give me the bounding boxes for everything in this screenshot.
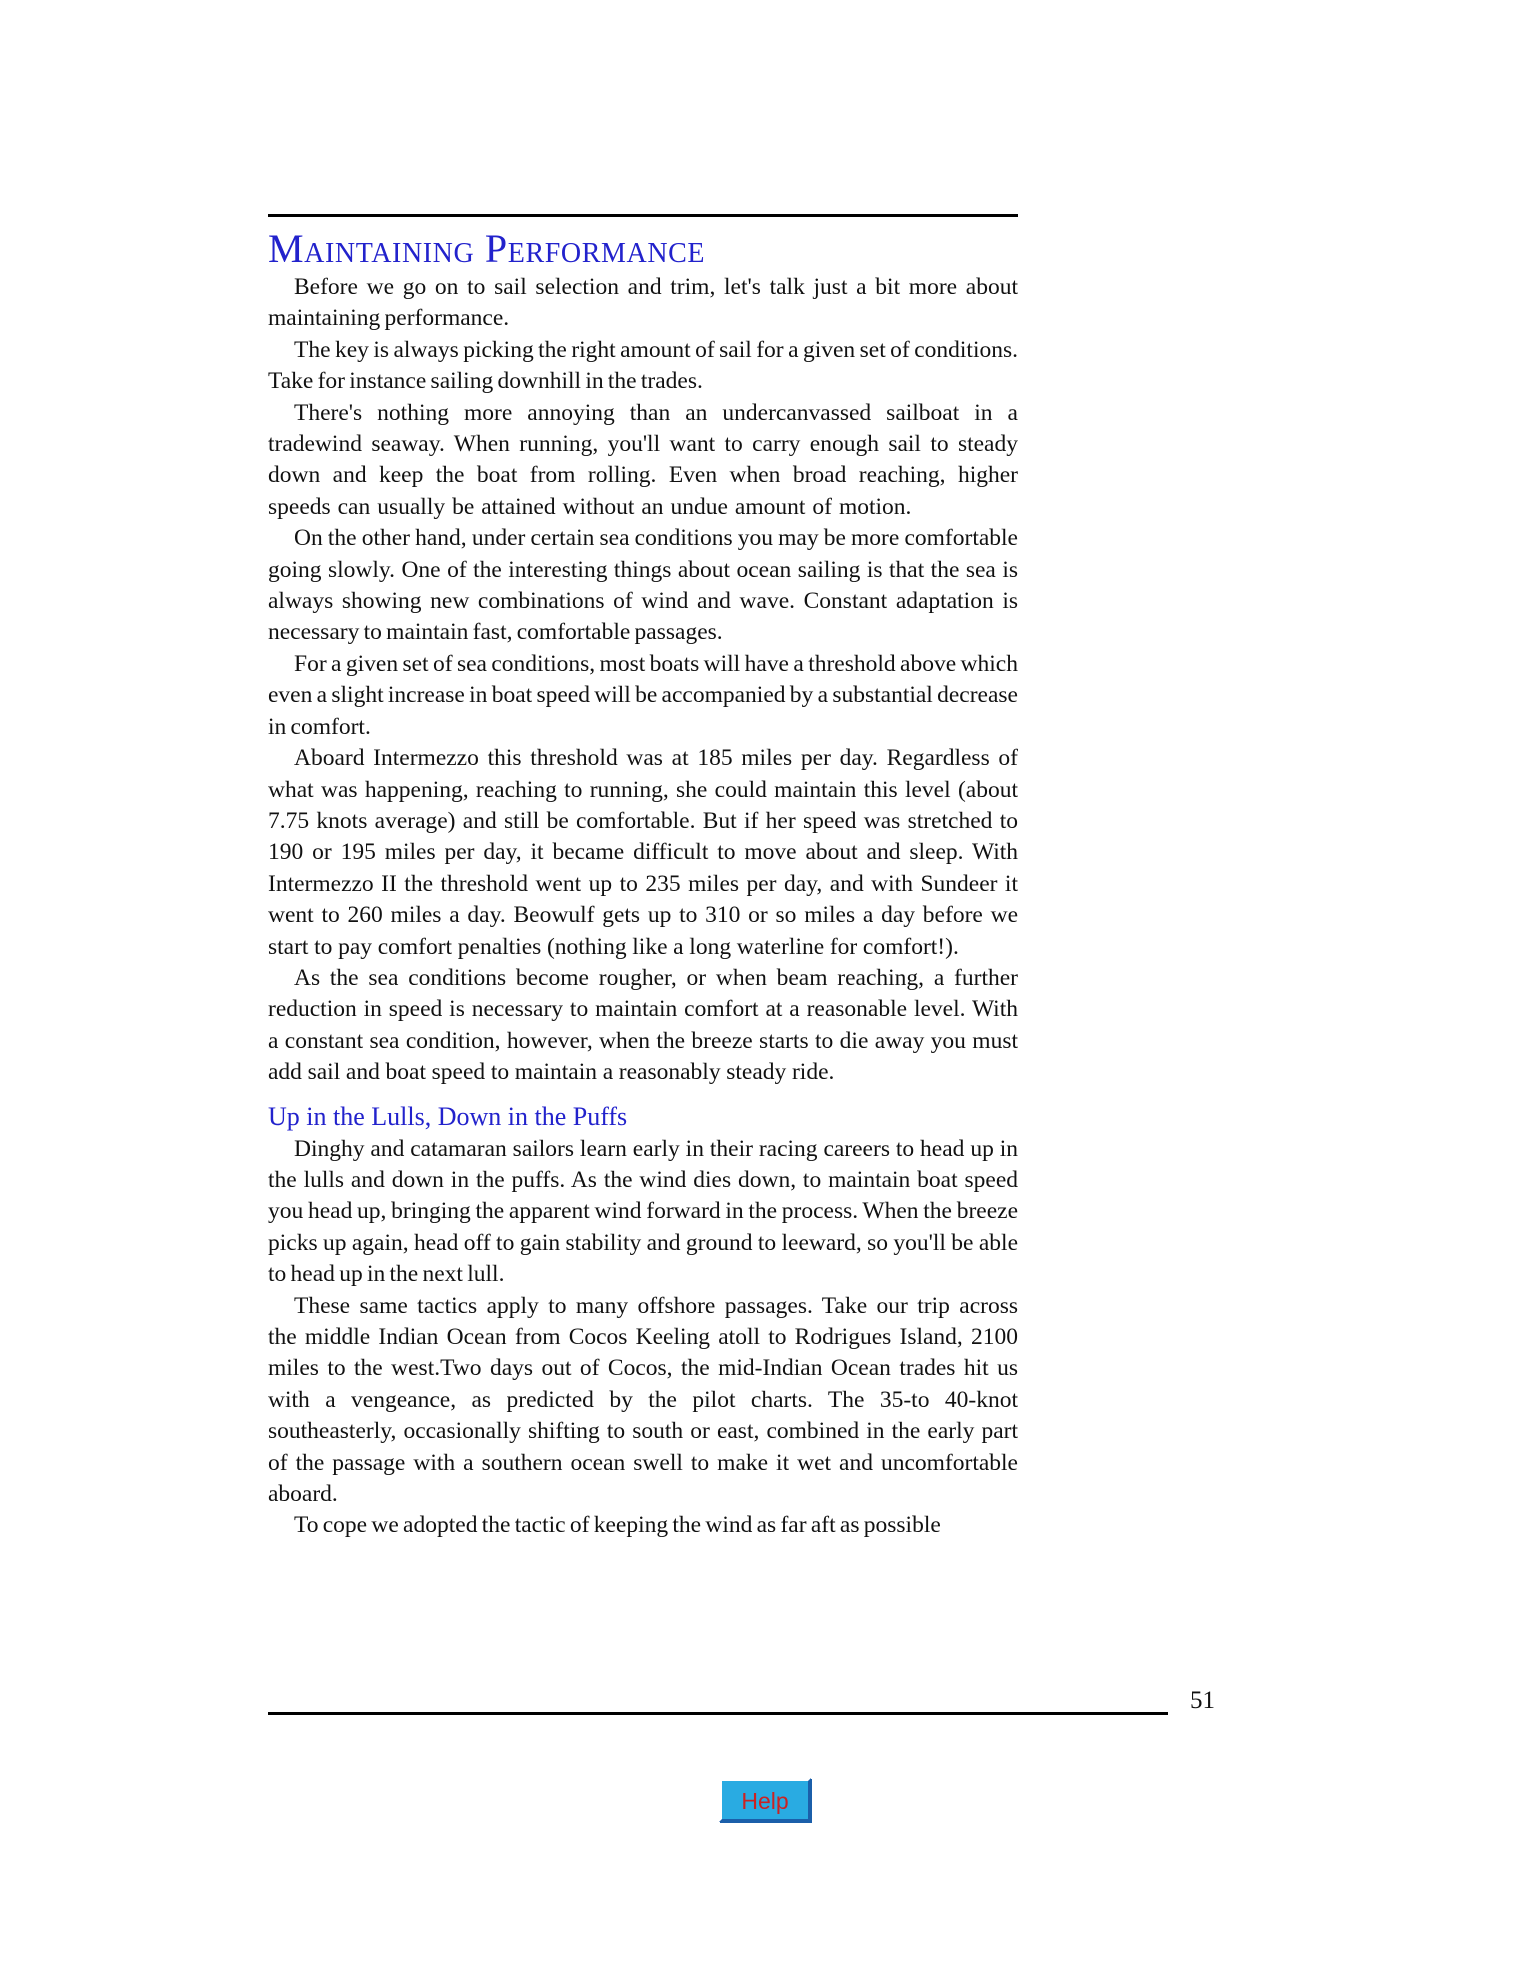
section-subheading: Up in the Lulls, Down in the Puffs — [268, 1101, 628, 1131]
body-paragraph: The key is always picking the right amount of sail for a given set of conditions. Take for instance sailing downhill in the trades. — [268, 336, 1018, 395]
body-paragraph: On the other hand, under certain sea conditions you may be more comfortable going slowly. One of the interesting things about ocean sailing is that the sea is always showing new combinations of wind and wave. Constant adaptation is necessary to maintain fast, comfortable passages. — [268, 525, 1018, 646]
page-number: 51 — [1190, 1687, 1215, 1714]
body-paragraph: For a given set of sea conditions, most boats will have a threshold above which even a slight increase in boat speed will be accompanied by a substantial decrease in comfort. — [268, 650, 1018, 740]
page-title: Maintaining Performance — [268, 226, 706, 271]
help-button[interactable]: Help — [719, 1778, 811, 1822]
body-paragraph: Aboard Intermezzo this threshold was at 185 miles per day. Regardless of what was happening, reaching to running, she could maintain this level (about 7.75 knots average) and still be comfortable. But if her speed was stretched to 190 or 195 miles per day, it became difficult to move about and sleep. With Intermezzo II the threshold went up to 235 miles per day, and with Sundeer it went to 260 miles a day. Beowulf gets up to 310 or so miles a day before we start to pay comfort penalties (nothing like a long waterline for comfort!). — [268, 745, 1018, 960]
help-button-container — [0, 1778, 1530, 1822]
body-paragraph: There's nothing more annoying than an undercanvassed sailboat in a tradewind seaway. When running, you'll want to carry enough sail to steady down and keep the boat from rolling. Even when broad reaching, higher speeds can usually be attained without an undue amount of motion. — [268, 399, 1018, 520]
body-paragraph-last: To cope we adopted the tactic of keeping the wind as far aft as possible — [294, 1512, 941, 1539]
body-paragraph: These same tactics apply to many offshore passages. Take our trip across the middle Indian Ocean from Cocos Keeling atoll to Rodrigues Island, 2100 miles to the west.Two days out of Cocos, the mid-Indian Ocean trades hit us with a vengeance, as predicted by the pilot charts. The 35-to 40-knot southeasterly, occasionally shifting to south or east, combined in the early part of the passage with a southern ocean swell to make it wet and uncomfortable aboard. — [268, 1292, 1018, 1508]
body-paragraph: As the sea conditions become rougher, or when beam reaching, a further reduction in speed is necessary to maintain comfort at a reasonable level. With a constant sea condition, however, when the breeze starts to die away you must add sail and boat speed to maintain a reasonably steady ride. — [268, 964, 1018, 1086]
body-paragraph: Before we go on to sail selection and trim, let's talk just a bit more about maintaining performance. — [268, 274, 1018, 332]
text-column — [268, 212, 1018, 1542]
body-paragraph: Dinghy and catamaran sailors learn early in their racing careers to head up in the lulls and down in the puffs. As the wind dies down, to maintain boat speed you head up, bringing the apparent wind forward in the process. When the breeze picks up again, head off to gain stability and ground to leeward, so you'll be able to head up in the next lull. — [268, 1135, 1018, 1288]
footer-rule — [268, 1712, 1168, 1715]
